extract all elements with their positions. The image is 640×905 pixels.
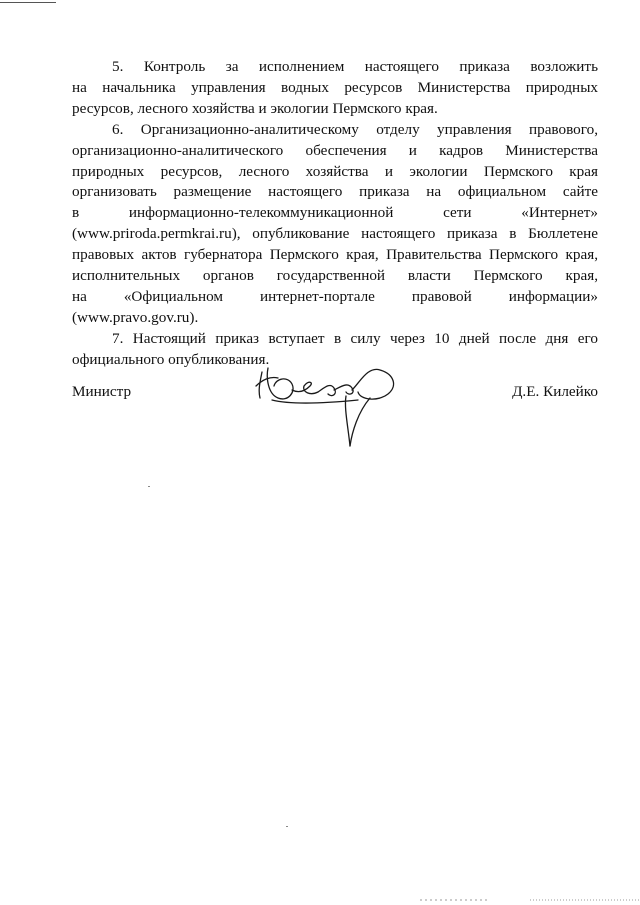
top-edge-rule — [0, 2, 56, 3]
paragraph-line: природных ресурсов, лесного хозяйства и экологии Пермского края — [72, 162, 598, 180]
paragraph-line: в информационно-телекоммуникационной сети «Интернет» — [72, 204, 598, 222]
handwritten-signature — [248, 360, 418, 460]
signatory-name: Д.Е. Килейко — [512, 383, 598, 400]
paragraph-line: (www.priroda.permkrai.ru), опубликование настоящего приказа в Бюллетене — [72, 225, 598, 243]
paragraph-line: 5. Контроль за исполнением настоящего приказа возложить — [112, 58, 598, 75]
bottom-edge-marks — [420, 898, 640, 902]
paragraph-line: исполнительных органов государственной власти Пермского края, — [72, 267, 598, 285]
paragraph-line: ресурсов, лесного хозяйства и экологии Пермского края. — [72, 99, 438, 117]
paragraph-line: на начальника управления водных ресурсов Министерства природных — [72, 78, 598, 96]
paragraph-line: 6. Организационно-аналитическому отделу управления правового, — [112, 120, 598, 138]
paragraph-line: 7. Настоящий приказ вступает в силу через 10 дней после дня его — [112, 329, 598, 347]
paragraph-line: организовать размещение настоящего приказа на официальном сайте — [72, 183, 598, 201]
document-body — [72, 57, 598, 371]
scan-speck — [286, 826, 288, 827]
paragraph-line: (www.pravo.gov.ru). — [72, 308, 199, 326]
signatory-role: Министр — [72, 383, 132, 400]
paragraph-line: официального опубликования. — [72, 350, 270, 368]
paragraph-line: на «Официальном интернет-портале правовой информации» — [72, 287, 598, 305]
paragraph-line: организационно-аналитического обеспечения и кадров Министерства — [72, 141, 598, 159]
paragraph-6 — [72, 120, 598, 329]
paragraph-line: правовых актов губернатора Пермского края, Правительства Пермского края, — [72, 246, 598, 264]
paragraph-5 — [72, 57, 598, 120]
scan-speck — [148, 486, 150, 487]
